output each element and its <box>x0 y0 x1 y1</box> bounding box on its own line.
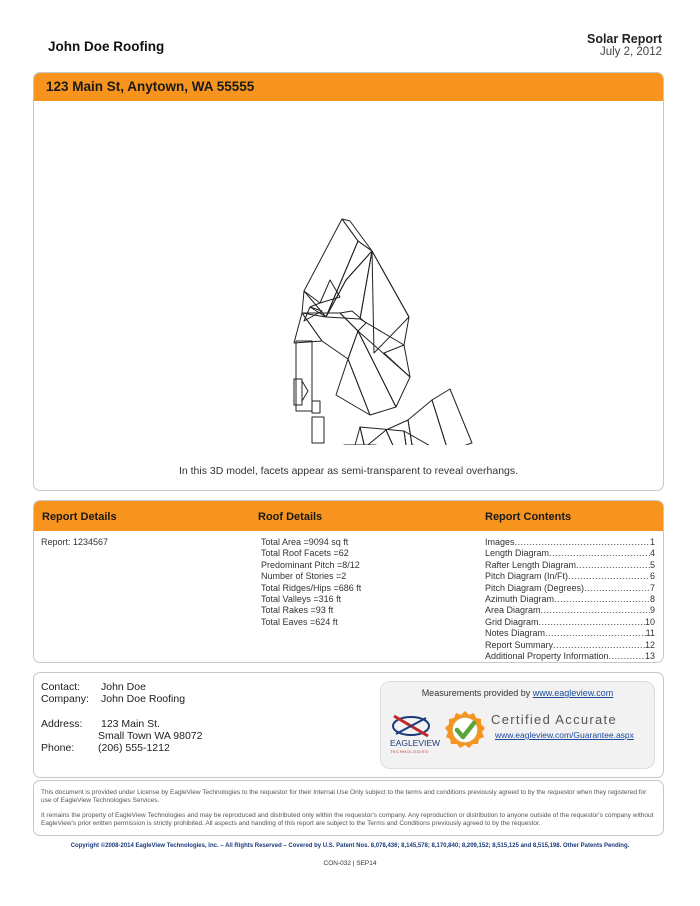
toc-page: 4 <box>649 548 655 559</box>
roof-detail-line: Total Ridges/Hips =686 ft <box>261 582 362 593</box>
measurements-provided-by <box>381 688 654 698</box>
legal-notice <box>33 780 664 836</box>
toc-page: 10 <box>644 616 655 627</box>
facet <box>296 341 312 411</box>
eagleview-logo <box>388 712 440 756</box>
toc-label: Notes Diagram <box>485 628 546 639</box>
report-contents-heading: Report Contents <box>485 511 572 523</box>
roof-detail-line: Total Rakes =93 ft <box>261 605 334 616</box>
facet <box>360 251 409 345</box>
roof-3d-model <box>264 145 504 445</box>
toc-label: Additional Property Information <box>485 651 609 662</box>
contact-panel <box>33 672 664 778</box>
toc-page: 1 <box>649 537 655 547</box>
roof-detail-line: Total Area =9094 sq ft <box>261 537 349 547</box>
roof-detail-line: Total Roof Facets =62 <box>261 548 349 559</box>
logo-subtext: TECHNOLOGIES <box>390 750 429 754</box>
toc-label: Pitch Diagram (Degrees) <box>485 582 585 593</box>
toc-item-images[interactable] <box>485 537 655 548</box>
eagleview-badge-panel <box>380 681 655 769</box>
report-date: July 2, 2012 <box>599 45 662 58</box>
details-header <box>34 501 663 531</box>
property-address: 123 Main St, Anytown, WA 55555 <box>34 73 663 101</box>
toc-item-notes-diagram[interactable] <box>485 628 655 639</box>
toc-page: 5 <box>649 559 655 570</box>
facet <box>294 313 322 343</box>
toc-page: 6 <box>649 571 655 582</box>
logo-text: EAGLEVIEW <box>390 738 440 748</box>
toc-page: 12 <box>644 639 655 650</box>
toc-item-pitch-diagram-degrees[interactable] <box>485 583 655 594</box>
toc-item-grid-diagram[interactable] <box>485 617 655 628</box>
toc-label: Images <box>485 537 515 547</box>
details-panel <box>33 500 664 663</box>
toc-item-report-summary[interactable] <box>485 640 655 651</box>
facet <box>336 359 370 415</box>
facet <box>320 280 340 303</box>
toc-label: Report Summary <box>485 639 554 650</box>
facet <box>360 427 412 445</box>
toc-page: 7 <box>649 582 655 593</box>
facet <box>326 241 372 317</box>
certified-check-badge-icon <box>445 710 485 750</box>
company-name: John Doe Roofing <box>48 39 165 54</box>
facet <box>302 313 358 359</box>
report-contents-list <box>485 537 655 662</box>
toc-label: Rafter Length Diagram <box>485 559 577 570</box>
facet <box>340 311 366 331</box>
facet <box>312 417 324 443</box>
facet <box>342 219 372 251</box>
guarantee-link[interactable]: www.eagleview.com/Guarantee.aspx <box>495 730 634 740</box>
toc-item-additional-property-info[interactable] <box>485 651 655 662</box>
report-details-heading: Report Details <box>42 511 117 523</box>
facet <box>302 381 308 401</box>
roof-details-list <box>261 537 361 628</box>
roof-detail-line: Predominant Pitch =8/12 <box>261 559 360 570</box>
report-title-block <box>587 33 662 58</box>
toc-label: Azimuth Diagram <box>485 594 555 605</box>
toc-item-azimuth-diagram[interactable] <box>485 594 655 605</box>
report-id: Report: 1234567 <box>41 537 109 547</box>
toc-label: Length Diagram <box>485 548 550 559</box>
toc-page: 11 <box>645 628 655 639</box>
report-title: Solar Report <box>586 32 662 46</box>
toc-item-length-diagram[interactable] <box>485 548 655 559</box>
address-line-2: Small Town WA 98072 <box>98 730 203 742</box>
contact-company: John Doe Roofing <box>101 693 186 705</box>
toc-item-pitch-diagram-inft[interactable] <box>485 571 655 582</box>
roof-detail-line: Total Eaves =624 ft <box>261 616 338 627</box>
phone-label: Phone: <box>41 742 75 754</box>
contact-label: Contact: <box>41 681 81 693</box>
certified-accurate-text: Certified Accurate <box>491 712 618 727</box>
address-line-1: 123 Main St. <box>101 718 160 730</box>
facet <box>372 251 409 353</box>
toc-page: 13 <box>644 651 655 662</box>
facet <box>384 345 410 377</box>
facet <box>404 431 432 445</box>
facet <box>304 219 358 317</box>
model-caption: In this 3D model, facets appear as semi-transparent to reveal overhangs. <box>178 465 519 477</box>
address-label: Address: <box>41 718 83 730</box>
company-label: Company: <box>41 693 89 705</box>
roof-detail-line: Number of Stories =2 <box>261 571 347 582</box>
toc-page: 9 <box>649 605 655 616</box>
phone-number: (206) 555-1212 <box>98 742 170 754</box>
toc-label: Area Diagram <box>485 605 541 616</box>
toc-page: 8 <box>649 594 655 605</box>
toc-item-rafter-length-diagram[interactable] <box>485 560 655 571</box>
facet <box>294 379 302 405</box>
address-panel <box>33 72 664 491</box>
document-code: CON-032 | SEP14 <box>323 860 377 867</box>
copyright-line: Copyright ©2008-2014 EagleView Technologies, Inc. – All Rights Reserved – Covered by U.S. Patent Nos. 8,078,436; 8,145,578; 8,170,840; 8,209,152; 8,515,125 and 8,515,198. Other Patents Pending. <box>70 843 630 849</box>
roof-detail-line: Total Valleys =316 ft <box>261 594 342 605</box>
legal-paragraph-license: This document is provided under License by EagleView Technologies to the requestor for their Internal Use Only subject to the terms and conditions previously agreed to by the requestor when they registered for use of EagleView Technologies Services. <box>41 789 647 804</box>
toc-item-area-diagram[interactable] <box>485 605 655 616</box>
facet <box>348 427 374 445</box>
roof-details-heading: Roof Details <box>258 511 323 523</box>
contact-name: John Doe <box>101 681 146 693</box>
measurements-prefix: Measurements provided by <box>421 688 533 698</box>
eagleview-link[interactable]: www.eagleview.com <box>532 688 614 698</box>
toc-label: Pitch Diagram (In/Ft) <box>485 571 569 582</box>
facet <box>408 400 448 445</box>
legal-paragraph-property: It remains the property of EagleView Technologies and may be reproduced and distributed only within the requestor's company. Any reproduction or distribution to anyone outside of the requestor's company without EagleView's prior written permission is strictly prohibited. All aspects and handling of this report are subject to the Terms and Conditions previously agreed to by the requestor. <box>41 812 654 827</box>
facet <box>312 401 320 413</box>
toc-label: Grid Diagram <box>485 616 539 627</box>
facet <box>432 389 472 445</box>
